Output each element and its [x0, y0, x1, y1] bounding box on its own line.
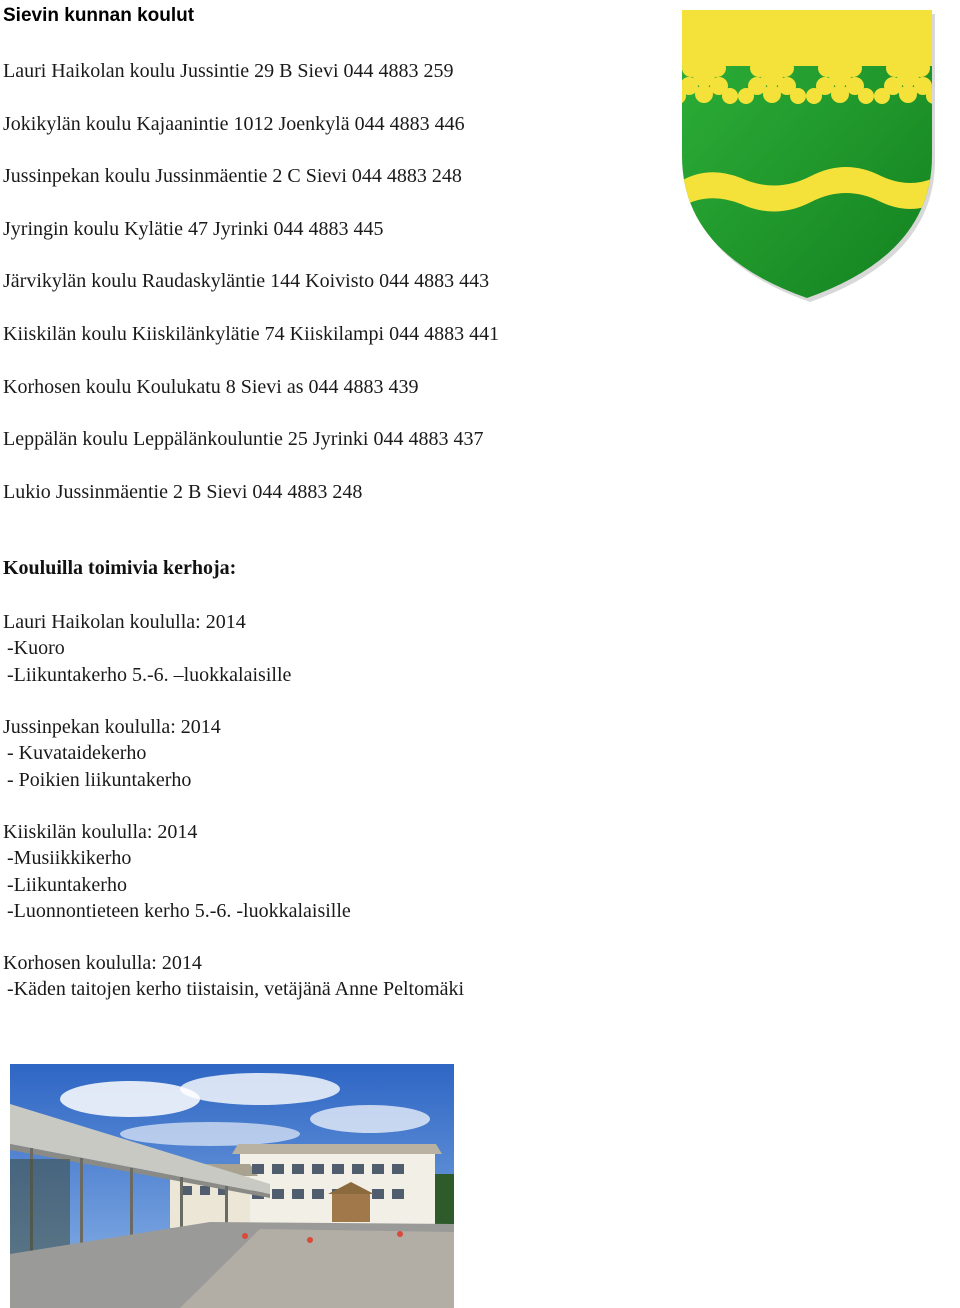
school-item: Lukio Jussinmäentie 2 B Sievi 044 4883 248 [3, 480, 363, 503]
club-group-lauri-haikola [3, 609, 291, 688]
coat-of-arms-image [676, 6, 938, 302]
club-item: -Käden taitojen kerho tiistaisin, vetäjänä Anne Peltomäki [7, 978, 465, 1001]
club-item: -Liikuntakerho [7, 873, 127, 896]
school-item: Jussinpekan koulu Jussinmäentie 2 C Sievi 044 4883 248 [3, 165, 462, 188]
school-item: Leppälän koulu Leppälänkouluntie 25 Jyrinki 044 4883 437 [3, 428, 484, 451]
school-building-photo [10, 1064, 454, 1308]
page-title: Sievin kunnan koulut [3, 5, 195, 26]
club-group-jussinpekka [3, 714, 221, 793]
club-item: - Poikien liikuntakerho [7, 768, 192, 791]
club-group-title: Lauri Haikolan koululla: 2014 [3, 611, 246, 633]
school-item: Kiiskilän koulu Kiiskilänkylätie 74 Kiiskilampi 044 4883 441 [3, 322, 500, 345]
clubs-heading: Kouluilla toimivia kerhoja: [3, 557, 237, 579]
school-item: Jyringin koulu Kylätie 47 Jyrinki 044 4883 445 [3, 217, 384, 240]
school-item: Korhosen koulu Koulukatu 8 Sievi as 044 4883 439 [3, 375, 419, 398]
club-group-title: Jussinpekan koululla: 2014 [3, 716, 221, 738]
club-group-title: Korhosen koululla: 2014 [3, 952, 202, 974]
club-group-title: Kiiskilän koululla: 2014 [3, 821, 198, 843]
club-group-kiiskila [3, 819, 351, 924]
school-item: Jokikylän koulu Kajaanintie 1012 Joenkylä 044 4883 446 [3, 112, 465, 135]
club-item: -Luonnontieteen kerho 5.-6. -luokkalaisille [7, 899, 351, 922]
school-list [3, 58, 499, 531]
club-item: -Kuoro [7, 637, 65, 660]
club-group-korhonen [3, 950, 464, 1003]
club-item: - Kuvataidekerho [7, 742, 147, 765]
school-item: Lauri Haikolan koulu Jussintie 29 B Sievi 044 4883 259 [3, 60, 454, 82]
club-item: -Musiikkikerho [7, 847, 132, 870]
school-item: Järvikylän koulu Raudaskyläntie 144 Koivisto 044 4883 443 [3, 270, 490, 293]
club-item: -Liikuntakerho 5.-6. –luokkalaisille [7, 663, 292, 686]
